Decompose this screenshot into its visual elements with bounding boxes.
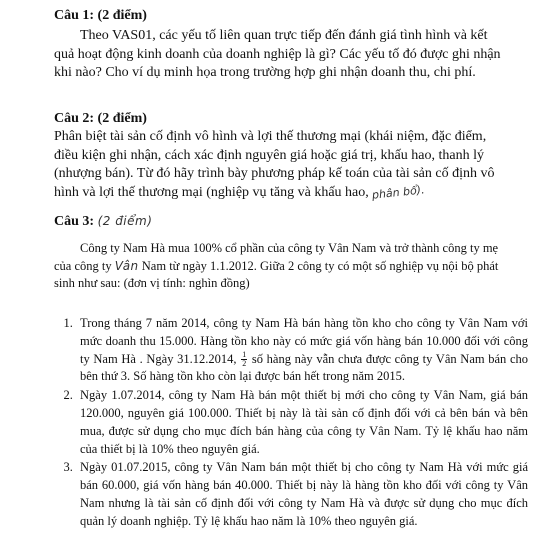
q3-item-1-text-b: số hàng này vẫn chưa được công ty Vân Nam bán cho bên thứ 3. Số hàng tồn kho còn lại được bán hết trong năm 2015. [80,351,529,384]
q3-item-3: 3. Ngày 01.07.2015, công ty Vân Nam bán một thiết bị cho công ty Nam Hà với mức giá bán 60.000, giá vốn hàng bán 40.000. Thiết bị này là hàng tồn kho đối với công ty Vân Nam nhưng là tài sản cố định đối với công ty Nam Hà và được sử dụng cho mục đích quản lý doanh nghiệp. Tỷ lệ khấu hao năm là 10% theo nguyên giá. [76,459,528,530]
q3-item-1 [76,315,528,386]
q3-intro [54,240,509,293]
q2-body-text: Phân biệt tài sản cố định vô hình và lợi thế thương mại (khái niệm, đặc điểm, điều kiện ghi nhận, cách xác định nguyên giá hoặc giá trị, khấu hao, thanh lý (nhượng bán). Từ đó hãy trình bày phương pháp kế toán của tài sản cố định vô hình và lợi thế thương mại (nghiệp vụ tăng và khấu hao, [54,129,495,200]
q3-handwritten-points: (2 điểm) [97,214,153,228]
fraction-denominator: 2 [242,359,247,369]
fraction-numerator: 1 [242,350,247,360]
q2-body [54,128,509,202]
q3-transaction-list [56,315,528,532]
q3-item-1-text-a: Trong tháng 7 năm 2014, công ty Nam Hà bán hàng tồn kho cho công ty Vân Nam với mức doanh thu 15.000. Hàng tồn kho này có mức giá vốn hàng bán 10.000 đối với công ty Nam Hà . Ngày 31.12.2014, [80,316,528,366]
q3-item-2: 2. Ngày 1.07.2014, công ty Nam Hà bán một thiết bị mới cho công ty Vân Nam, giá bán 120.000, nguyên giá 100.000. Thiết bị này là tài sản cố định đối với cả bên bán và bên mua, được sử dụng cho mục đích bán hàng của công ty Vân Nam. Tỷ lệ khấu hao năm của thiết bị là 10% theo nguyên giá. [76,387,528,458]
q1-title: Câu 1: (2 điểm) [54,8,147,23]
q3-title-text: Câu 3: [54,214,95,229]
q3-intro-handwritten: Vân [114,258,139,273]
fraction-one-half [241,351,247,368]
q3-intro-part1: Công ty Nam Hà mua 100% cổ phần của công ty Vân Nam và trở thành công ty mẹ của công ty [54,241,499,273]
q2-handwritten-note: phân bổ). [371,182,426,202]
q3-intro-part2: Nam từ ngày 1.1.2012. Giữa 2 công ty có một số nghiệp vụ nội bộ phát sinh như sau: (đơn vị tính: nghìn đồng) [54,258,499,290]
q2-title: Câu 2: (2 điểm) [54,111,147,126]
q1-body: Theo VAS01, các yếu tố liên quan trực tiếp đến đánh giá tình hình và kết quả hoạt động kinh doanh của doanh nghiệp là gì? Các yếu tố đó được ghi nhận khi nào? Cho ví dụ minh họa trong trường hợp ghi nhận doanh thu, chi phí. [54,28,501,80]
q3-title [54,214,152,230]
